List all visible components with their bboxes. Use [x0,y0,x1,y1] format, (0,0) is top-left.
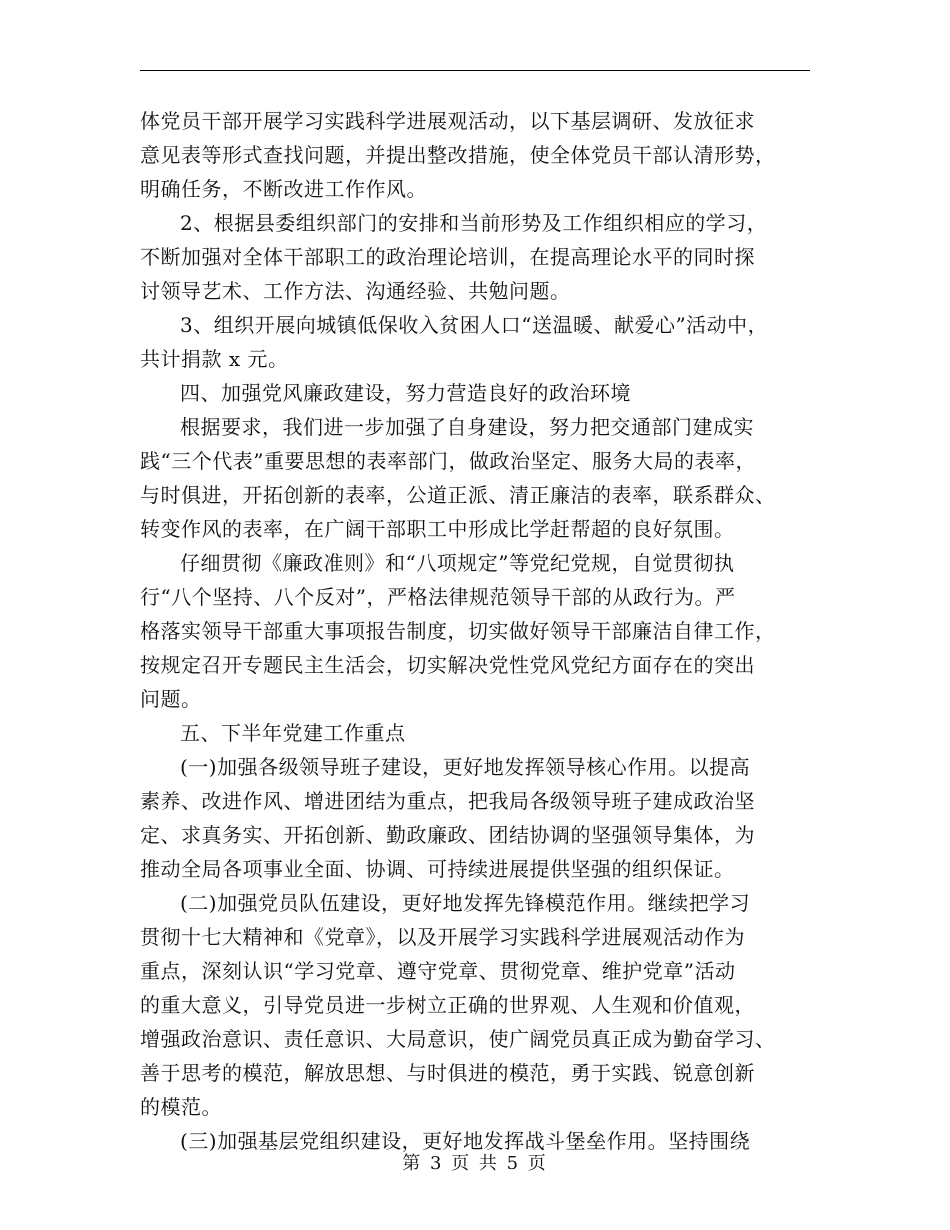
text-line: 四、加强党风廉政建设，努力营造良好的政治环境 [180,381,631,405]
page-footer: 第 3 页 共 5 页 [402,1153,548,1174]
text-line: 素养、改进作风、增进团结为重点，把我局各级领导班子建成政治坚 [140,789,755,813]
paragraph [140,750,812,886]
header-rule [140,70,810,71]
text-line: 的重大意义，引导党员进一步树立正确的世界观、人生观和价值观， [140,993,755,1017]
text-line: 问题。 [140,687,202,711]
text-line: 体党员干部开展学习实践科学进展观活动，以下基层调研、发放征求 [140,109,755,133]
text-line: 践“三个代表”重要思想的表率部门，做政治坚定、服务大局的表率， [140,449,756,473]
text-line: 与时俱进，开拓创新的表率，公道正派、清正廉洁的表率，联系群众、 [140,483,776,507]
text-line: 推动全局各项事业全面、协调、可持续进展提供坚强的组织保证。 [140,857,735,881]
paragraph [140,410,812,546]
paragraph [140,886,812,1124]
text-line: 格落实领导干部重大事项报告制度，切实做好领导干部廉洁自律工作， [140,619,776,643]
document-body [140,104,812,1158]
text-line: 意见表等形式查找问题，并提出整改措施，使全体党员干部认清形势， [140,143,776,167]
text-line: 转变作风的表率，在广阔干部职工中形成比学赶帮超的良好氛围。 [140,517,735,541]
paragraph [140,104,812,206]
text-line: 仔细贯彻《廉政准则》和“八项规定”等党纪党规，自觉贯彻执 [180,551,735,575]
text-line: (二)加强党员队伍建设，更好地发挥先锋模范作用。继续把学习 [180,891,751,915]
text-line: 增强政治意识、责任意识、大局意识，使广阔党员真正成为勤奋学习、 [140,1027,776,1051]
text-line: 按规定召开专题民主生活会，切实解决党性党风党纪方面存在的突出 [140,653,755,677]
text-line: 定、求真务实、开拓创新、勤政廉政、团结协调的坚强领导集体，为 [140,823,755,847]
text-line: 善于思考的模范，解放思想、与时俱进的模范，勇于实践、锐意创新 [140,1061,755,1085]
paragraph [140,206,812,308]
text-line: 贯彻十七大精神和《党章》，以及开展学习实践科学进展观活动作为 [140,925,745,949]
text-line: 的模范。 [140,1095,222,1119]
text-line: 不断加强对全体干部职工的政治理论培训，在提高理论水平的同时探 [140,245,755,269]
text-line: (一)加强各级领导班子建设，更好地发挥领导核心作用。以提高 [180,755,751,779]
paragraph [140,546,812,716]
text-line: 2、根据县委组织部门的安排和当前形势及工作组织相应的学习， [180,211,768,235]
text-line: 明确任务，不断改进工作作风。 [140,177,427,201]
text-line: 五、下半年党建工作重点 [180,721,406,745]
text-line: 行“八个坚持、八个反对”，严格法律规范领导干部的从政行为。严 [140,585,736,609]
text-line: 重点，深刻认识“学习党章、遵守党章、贯彻党章、维护党章”活动 [140,959,736,983]
paragraph [140,716,812,750]
text-line: 3、组织开展向城镇低保收入贫困人口“送温暖、献爱心”活动中， [180,313,769,337]
text-line: (三)加强基层党组织建设，更好地发挥战斗堡垒作用。坚持围绕 [180,1129,751,1153]
text-line: 讨领导艺术、工作方法、沟通经验、共勉问题。 [140,279,571,303]
text-line: 根据要求，我们进一步加强了自身建设，努力把交通部门建成实 [180,415,754,439]
paragraph [140,376,812,410]
text-line: 共计捐款 x 元。 [140,347,289,371]
paragraph [140,308,812,376]
